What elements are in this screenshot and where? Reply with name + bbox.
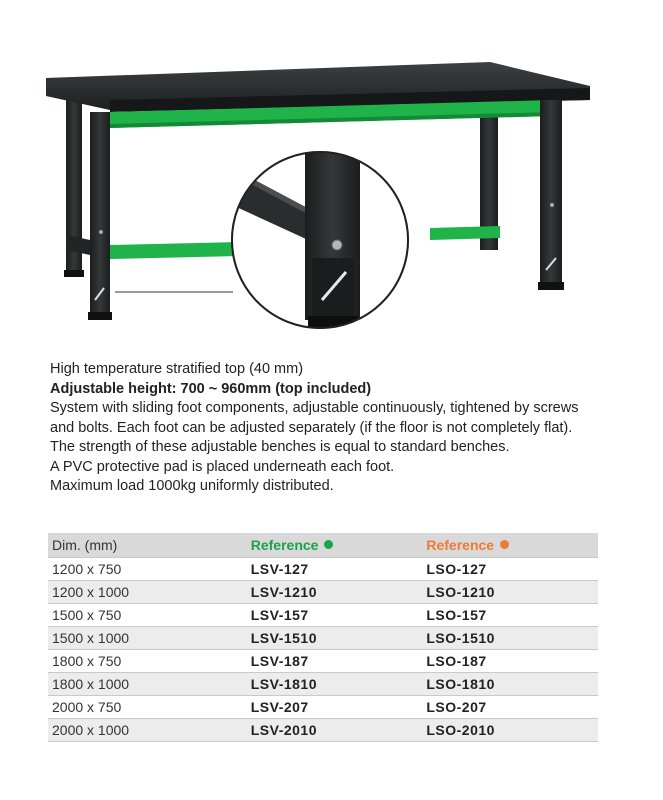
green-reference-cell: LSV-207: [247, 696, 423, 719]
orange-reference-cell: LSO-1510: [422, 627, 598, 650]
front-right-leg: [540, 100, 562, 285]
dim-header: [48, 533, 247, 558]
dim-cell: 2000 x 750: [48, 696, 247, 719]
workbench-illustration: [0, 0, 663, 350]
adjustable-height-line: Adjustable height: 700 ~ 960mm (top included): [50, 380, 372, 397]
orange-dot-icon: [500, 540, 509, 549]
dim-cell: 1800 x 1000: [48, 673, 247, 696]
orange-reference-header: [422, 533, 598, 558]
table-header-row: [48, 533, 598, 558]
dim-header-label: Dim. (mm): [52, 537, 118, 553]
description-line: A PVC protective pad is placed underneath each foot.: [50, 458, 395, 475]
green-reference-cell: LSV-1510: [247, 627, 423, 650]
table-row: [48, 558, 598, 581]
green-reference-cell: LSV-187: [247, 650, 423, 673]
green-reference-cell: LSV-1210: [247, 581, 423, 604]
orange-reference-cell: LSO-157: [422, 604, 598, 627]
table-row: [48, 581, 598, 604]
dim-cell: 1200 x 1000: [48, 581, 247, 604]
table-row: [48, 696, 598, 719]
orange-reference-cell: LSO-2010: [422, 719, 598, 742]
description-line: System with sliding foot components, adjustable continuously, tightened by screws: [50, 400, 579, 416]
green-reference-label: Reference: [250, 537, 319, 553]
front-left-leg: [90, 112, 110, 317]
table-row: [48, 627, 598, 650]
front-stretcher: [110, 242, 240, 259]
green-dot-icon: [324, 540, 333, 549]
green-reference-cell: LSV-157: [247, 604, 423, 627]
dim-cell: 1200 x 750: [48, 558, 247, 581]
description-line: and bolts. Each foot can be adjusted separately (if the floor is not completely flat).: [50, 419, 573, 436]
table-row: [48, 719, 598, 742]
table-row: [48, 604, 598, 627]
orange-reference-cell: LSO-1210: [422, 581, 598, 604]
description-line: The strength of these adjustable benches is equal to standard benches.: [50, 439, 510, 455]
description-line: High temperature stratified top (40 mm): [50, 361, 304, 377]
green-reference-cell: LSV-1810: [247, 673, 423, 696]
orange-reference-cell: LSO-207: [422, 696, 598, 719]
dim-cell: 1500 x 750: [48, 604, 247, 627]
green-reference-cell: LSV-127: [247, 558, 423, 581]
description-line: Maximum load 1000kg uniformly distributed.: [50, 478, 334, 494]
orange-reference-cell: LSO-1810: [422, 673, 598, 696]
table-row: [48, 673, 598, 696]
dim-cell: 1800 x 750: [48, 650, 247, 673]
green-reference-header: [247, 533, 423, 558]
reference-table: [48, 533, 598, 742]
orange-reference-cell: LSO-187: [422, 650, 598, 673]
dim-cell: 1500 x 1000: [48, 627, 247, 650]
dim-cell: 2000 x 1000: [48, 719, 247, 742]
green-reference-cell: LSV-2010: [247, 719, 423, 742]
back-stretcher: [430, 226, 500, 240]
table-row: [48, 650, 598, 673]
orange-reference-cell: LSO-127: [422, 558, 598, 581]
orange-reference-label: Reference: [426, 537, 495, 553]
description-block: [50, 360, 650, 497]
